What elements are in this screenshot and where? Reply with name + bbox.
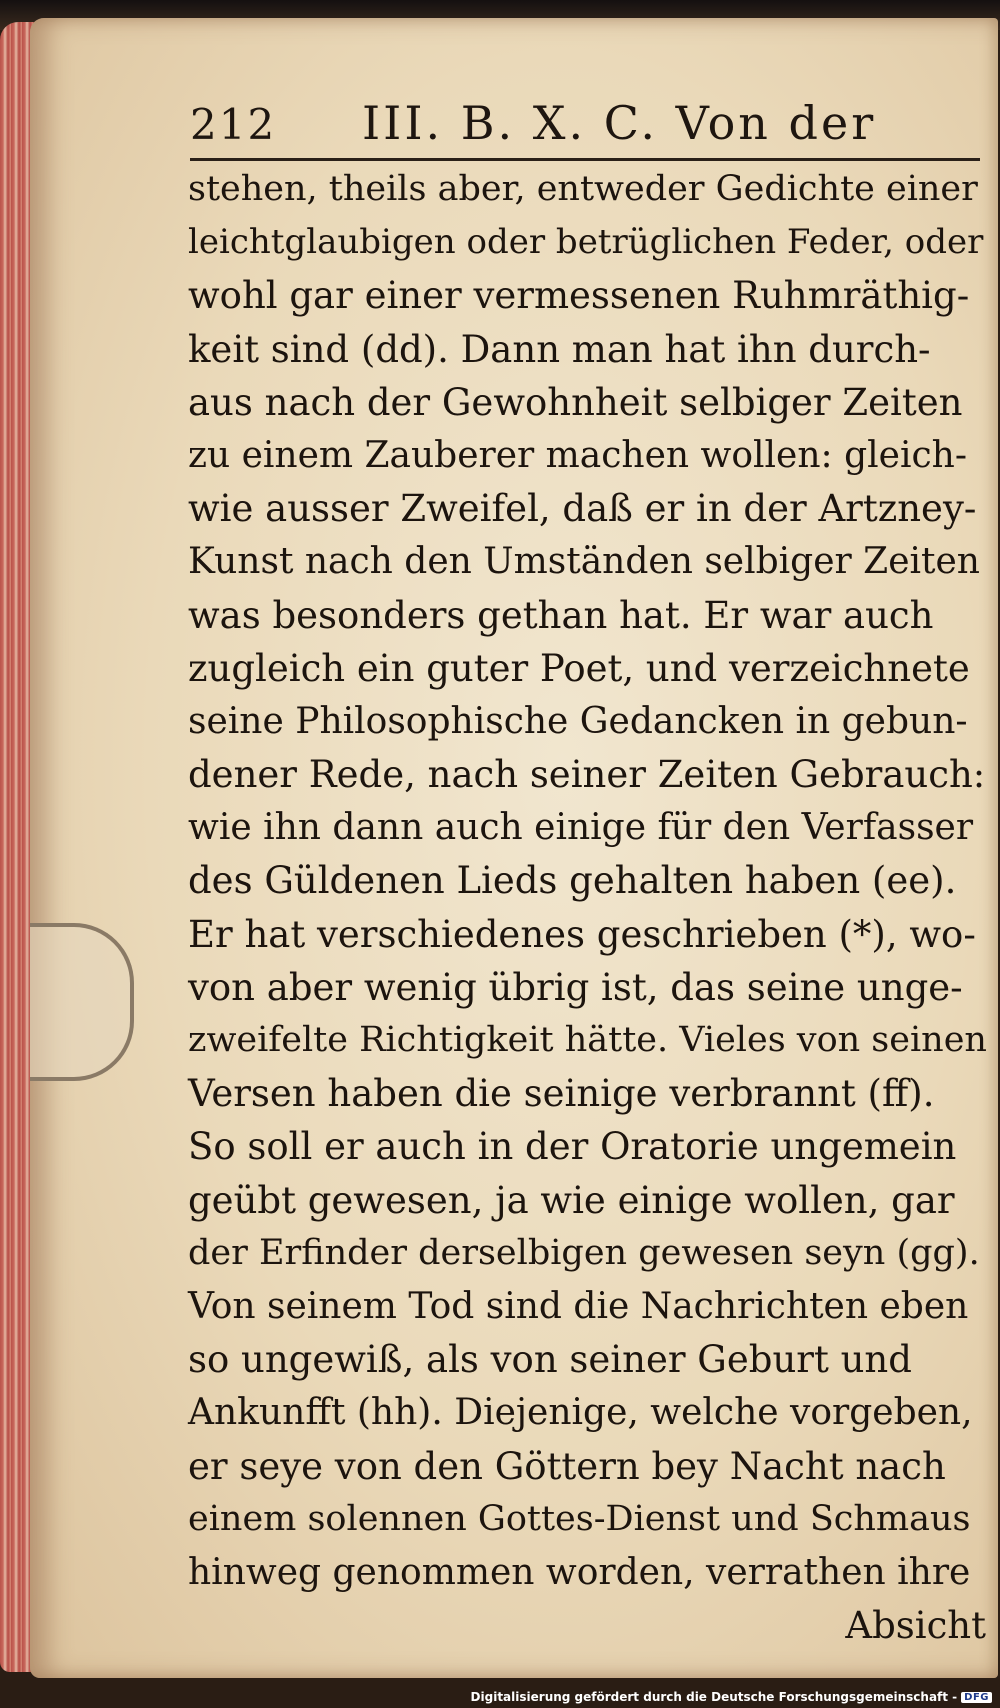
text-line: seine Philosophische Gedancken in gebun-	[188, 700, 968, 742]
text-line: keit sind (dd). Dann man hat ihn durch-	[188, 327, 931, 371]
text-line: so ungewiß, als von seiner Geburt und	[188, 1338, 912, 1382]
text-line: was besonders gethan hat. Er war auch	[188, 593, 934, 637]
text-line: zu einem Zauberer machen wollen: gleich-	[188, 434, 968, 476]
text-line: Er hat verschiedenes geschrieben (*), wo-	[188, 912, 976, 956]
text-line: geübt gewesen, ja wie einige wollen, gar	[188, 1178, 955, 1222]
text-line: Ankunfft (hh). Diejenige, welche vorgeben,	[188, 1392, 973, 1434]
text-line: von aber wenig übrig ist, das seine unge-	[188, 965, 963, 1009]
text-line: zugleich ein guter Poet, und verzeichnete	[188, 646, 970, 690]
text-line: Von seinem Tod sind die Nachrichten eben	[188, 1285, 969, 1327]
page-number: 212	[190, 100, 277, 149]
text-line: wie ihn dann auch einige für den Verfasser	[188, 807, 974, 849]
text-line: aus nach der Gewohnheit selbiger Zeiten	[188, 380, 963, 424]
text-line: der Erfinder derselbigen gewesen seyn (gg).	[188, 1232, 980, 1273]
text-line: leichtglaubigen oder betrüglichen Feder, oder	[188, 222, 984, 263]
running-head: III. B. X. C. Von der	[362, 96, 877, 150]
credit-text: Digitalisierung gefördert durch die Deutsche Forschungsgemeinschaft -	[470, 1690, 958, 1704]
body-text	[188, 163, 988, 1652]
book-page	[30, 18, 998, 1678]
text-line: Kunst nach den Umständen selbiger Zeiten	[188, 541, 980, 583]
text-line: zweifelte Richtigkeit hätte. Vieles von seinen	[188, 1020, 987, 1060]
text-line: des Güldenen Lieds gehalten haben (ee).	[188, 859, 957, 903]
text-line: einem solennen Gottes-Dienst und Schmaus	[188, 1498, 971, 1539]
text-line: stehen, theils aber, entweder Gedichte einer	[188, 169, 978, 209]
page-tab	[30, 923, 134, 1081]
text-line: So soll er auch in der Oratorie ungemein	[188, 1125, 957, 1169]
dfg-logo: DFG	[961, 1692, 992, 1703]
text-line: hinweg genommen worden, verrathen ihre	[188, 1551, 971, 1593]
text-line: Versen haben die seinige verbrannt (ff).	[188, 1072, 935, 1116]
text-line: er seye von den Göttern bey Nacht nach	[188, 1444, 946, 1488]
catchword: Absicht	[845, 1604, 986, 1648]
text-line: wohl gar einer vermessenen Ruhmräthig-	[188, 274, 970, 318]
text-line: wie ausser Zweifel, daß er in der Artzney-	[188, 487, 977, 531]
text-line: dener Rede, nach seiner Zeiten Gebrauch:	[188, 753, 986, 797]
page-header	[190, 96, 980, 161]
digitization-credit	[471, 1690, 992, 1704]
